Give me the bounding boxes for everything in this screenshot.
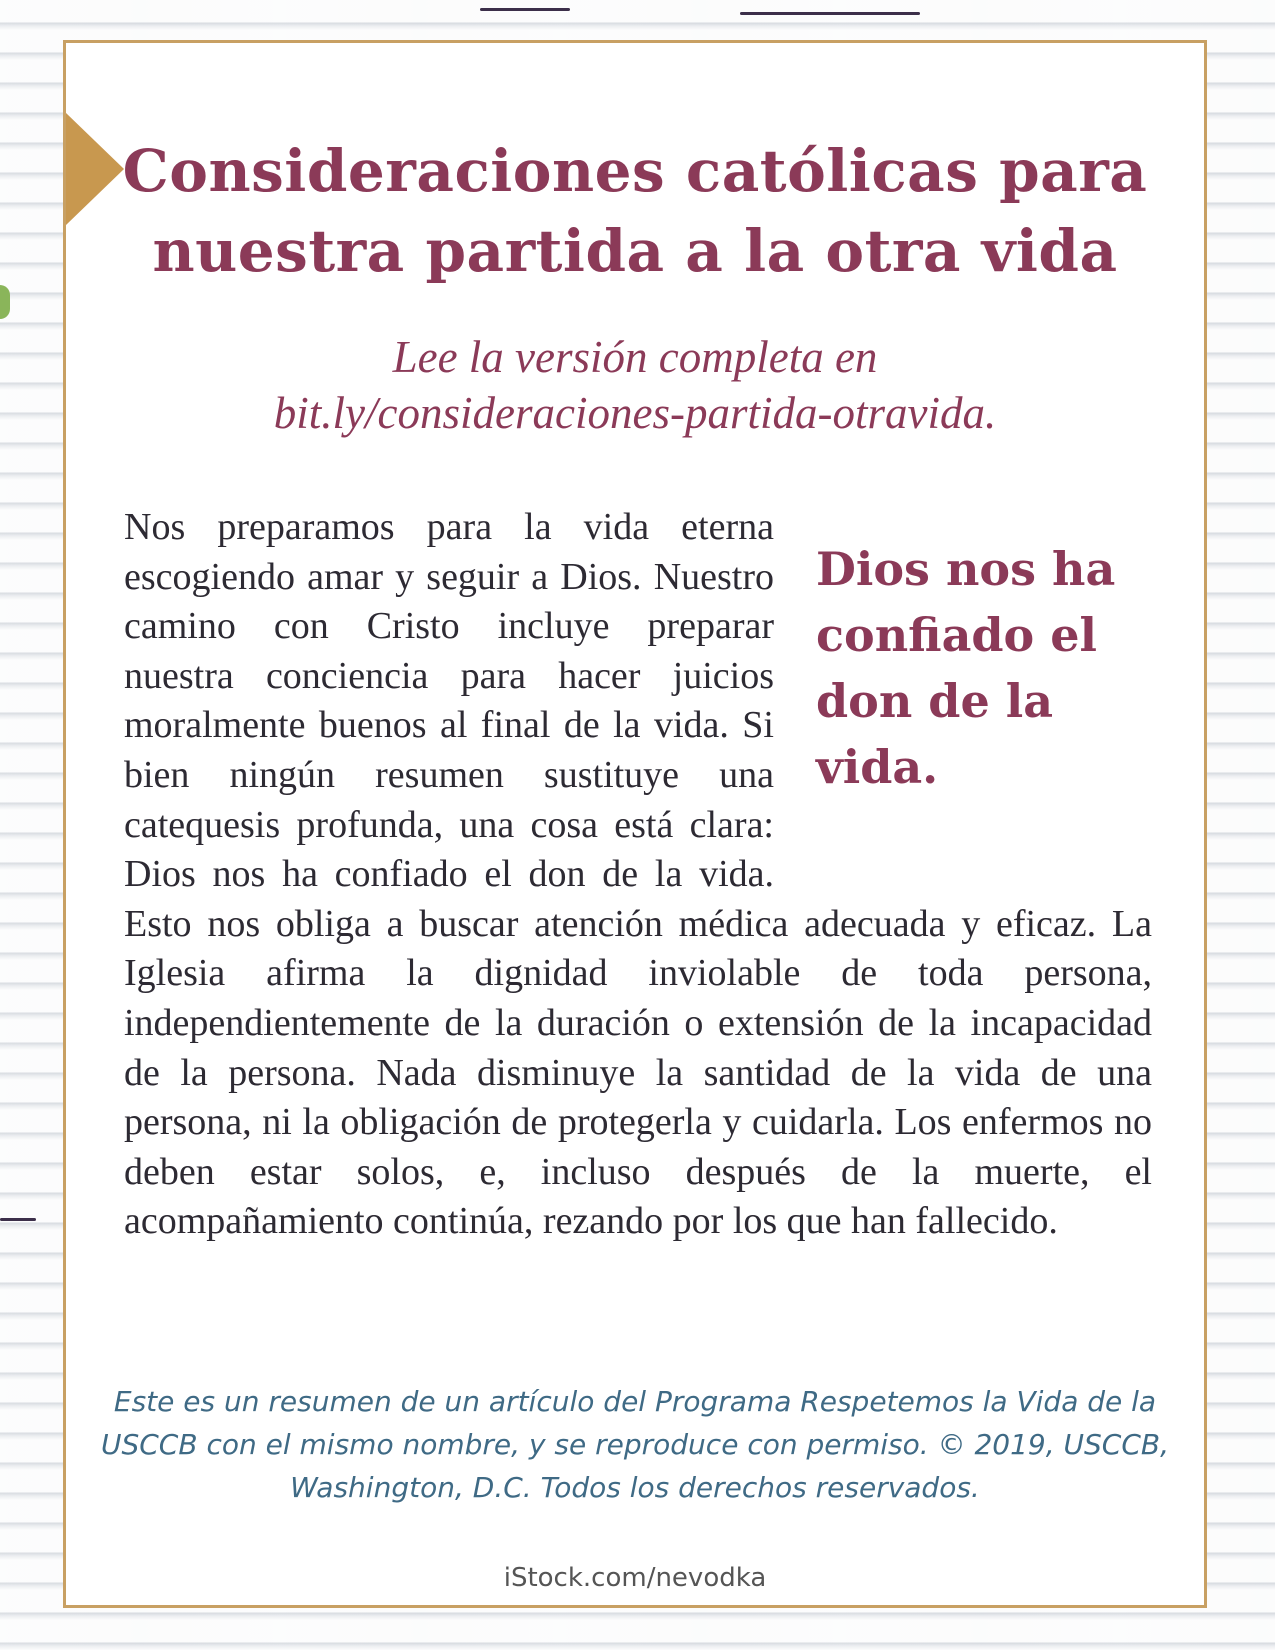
article-card bbox=[63, 40, 1207, 1608]
article-body bbox=[124, 503, 1152, 1247]
wood-mark bbox=[480, 8, 570, 11]
page-title: Consideraciones católicas para nuestra partida a la otra vida bbox=[122, 137, 1148, 285]
image-credit: iStock.com/nevodka bbox=[503, 1563, 767, 1593]
wood-mark bbox=[0, 1218, 36, 1221]
leaf-decoration bbox=[0, 285, 10, 319]
copyright-note: Este es un resumen de un artículo del Programa Respetemos la Vida de la USCCB con el mismo nombre, y se reproduce con permiso. © 2019, USCCB, Washington, D.C. Todos los derechos reservados. bbox=[100, 1385, 1170, 1504]
article-body-text: Nos preparamos para la vida eterna escogiendo amar y seguir a Dios. Nuestro camino con Cristo incluye preparar nuestra conciencia para hacer juicios moralmente buenos al final de la vida. Si bien ningún resumen sustituye una catequesis profunda, una cosa está clara: Dios nos ha confiado el don de la vida. Esto nos obliga a buscar atención médica adecuada y eficaz. La Iglesia afirma la dignidad inviolable de toda persona, independientemente de la duración o extensión de la incapacidad de la persona. Nada disminuye la santidad de la vida de una persona, ni la obligación de protegerla y cuidarla. Los enfermos no deben estar solos, e, incluso después de la muerte, el acompañamiento continúa, rezando por los que han fallecido. bbox=[124, 506, 1152, 1243]
subtitle-link[interactable]: bit.ly/consideraciones-partida-otravida. bbox=[273, 388, 997, 438]
subtitle bbox=[106, 329, 1164, 441]
wood-mark bbox=[740, 12, 920, 15]
subtitle-line: Lee la versión completa en bbox=[392, 332, 878, 382]
pull-quote: Dios nos ha confiado el don de la vida. bbox=[816, 542, 1116, 794]
